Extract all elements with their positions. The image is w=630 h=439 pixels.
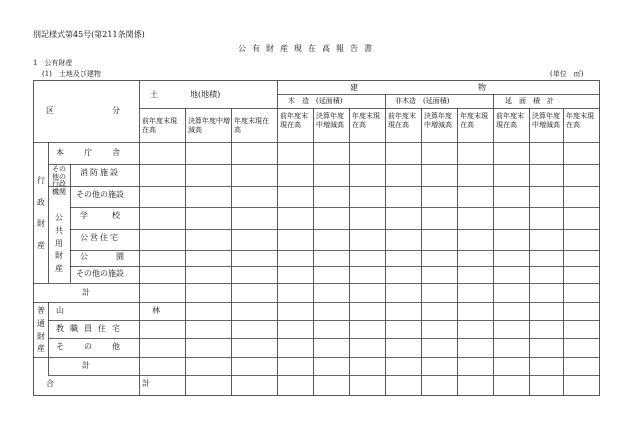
row-kei2: 計 xyxy=(82,361,90,370)
row-sonota: そ の 他 xyxy=(56,342,126,351)
document-title: 公有財産現在高報告書 xyxy=(238,44,378,53)
total-col-change: 決算年度中増減高 xyxy=(532,112,560,130)
gyosei-label: 行政財産 xyxy=(37,176,45,250)
row-honcho: 本 庁 舎 xyxy=(56,148,126,157)
row-kei1: 計 xyxy=(82,288,90,297)
futsu-label: 普通財産 xyxy=(37,306,45,354)
row-gakko: 学 校 xyxy=(80,211,128,220)
wood-col-change: 決算年度中増減高 xyxy=(316,112,344,130)
nonwood-header: 非木造 (延面積) xyxy=(395,97,450,105)
row-sonota-shisetsu: その他の施設 xyxy=(76,190,124,199)
wood-col-end: 年度末現在高 xyxy=(352,112,380,130)
kubun-header: 区 分 xyxy=(46,106,123,115)
land-col-change: 決算年度中増減高 xyxy=(188,117,230,135)
row-kyoshokuin: 教職員住宅 xyxy=(56,324,126,333)
wood-header: 木 造 (延面積) xyxy=(288,97,343,105)
section-label: 1 公有財産 xyxy=(33,59,73,67)
unit-label: (単位 ㎡) xyxy=(550,70,584,78)
total-col-prev: 前年度末現在高 xyxy=(496,112,524,130)
nonwood-col-prev: 前年度末現在高 xyxy=(388,112,416,130)
land-header: 土 地(地積) xyxy=(150,90,221,99)
form-reference: 別記様式第45号(第211条関係) xyxy=(33,30,145,39)
nonwood-col-change: 決算年度中増減高 xyxy=(424,112,452,130)
row-gokei: 合 計 xyxy=(46,379,190,388)
total-col-end: 年度末現在高 xyxy=(566,112,594,130)
nonwood-col-end: 年度末現在高 xyxy=(460,112,488,130)
building-header: 建 物 xyxy=(350,83,486,92)
row-koen: 公 園 xyxy=(80,252,134,261)
row-sanrin: 山 林 xyxy=(56,306,200,315)
land-col-end: 年度末現在高 xyxy=(234,117,269,135)
land-col-prev: 前年度末現在高 xyxy=(142,117,177,135)
kokyo-label: 公共用財産 xyxy=(55,213,63,274)
row-shobo: 消防施設 xyxy=(80,168,120,177)
subsection-label: (1) 土地及び建物 xyxy=(42,70,101,78)
wood-col-prev: 前年度末現在高 xyxy=(280,112,308,130)
row-sonota-shisetsu2: その他の施設 xyxy=(76,269,124,278)
total-area-header: 延 面 積 計 xyxy=(505,97,554,105)
sonota-gyosei-label: その他の行政機関 xyxy=(52,165,66,197)
row-kotei: 公営住宅 xyxy=(80,233,120,242)
